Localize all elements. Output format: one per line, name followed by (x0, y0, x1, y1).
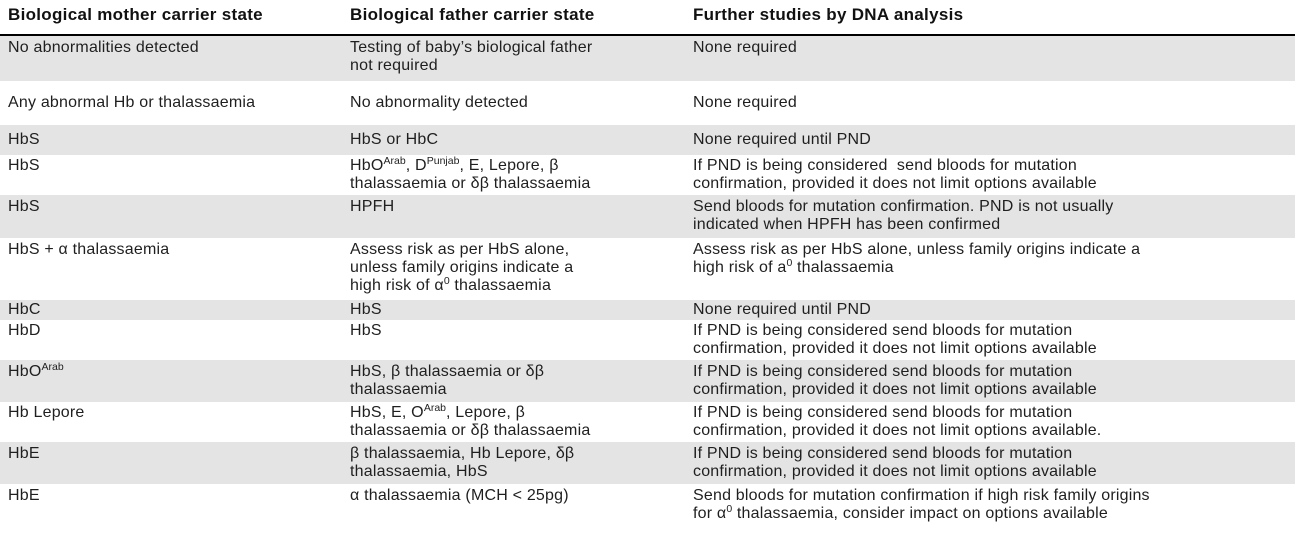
cell-studies: Send bloods for mutation confirmation. PND is not usually indicated when HPFH has been confirmed (693, 198, 1114, 233)
cell-studies: If PND is being considered send bloods for mutation confirmation, provided it does not limit options available (693, 445, 1097, 480)
cell-mother: HbE (8, 487, 40, 504)
superscript-text: 0 (443, 275, 450, 287)
table-row (0, 35, 1295, 81)
cell-father: HbS (350, 322, 382, 339)
column-header-mother-carrier-state: Biological mother carrier state (0, 3, 350, 35)
superscript-text: Arab (423, 402, 447, 414)
cell-mother: HbS (8, 198, 40, 215)
table-row (0, 402, 1295, 442)
table-row (0, 320, 1295, 360)
cell-studies: None required until PND (693, 301, 872, 318)
cell-mother: HbD (8, 322, 41, 339)
table-row (0, 238, 1295, 300)
cell-father: No abnormality detected (350, 94, 529, 111)
table-row (0, 195, 1295, 238)
cell-father: β thalassaemia, Hb Lepore, δβ thalassaemia, HbS (350, 445, 575, 480)
cell-studies: If PND is being considered send bloods for mutation confirmation, provided it does not limit options available (693, 363, 1097, 398)
table-body (0, 35, 1295, 525)
cell-mother: HbE (8, 445, 40, 462)
cell-father: HbS (350, 301, 382, 318)
header-row (0, 3, 1295, 35)
table-row (0, 155, 1295, 195)
table-row (0, 484, 1295, 525)
superscript-text: Arab (41, 361, 64, 373)
cell-mother: No abnormalities detected (8, 39, 199, 56)
cell-father: HbS or HbC (350, 131, 439, 148)
cell-studies: None required (693, 94, 797, 111)
table-row (0, 360, 1295, 402)
cell-father: Testing of baby’s biological father not required (350, 39, 593, 74)
cell-mother: Any abnormal Hb or thalassaemia (8, 94, 256, 111)
cell-studies: If PND is being considered send bloods for mutation confirmation, provided it does not limit options available (693, 322, 1097, 357)
cell-mother: HbS + α thalassaemia (8, 241, 170, 258)
cell-studies: Send bloods for mutation confirmation if high risk family origins for $\alpha^0$ thalassaemia, consider impact on options available (693, 487, 1150, 522)
cell-father: Assess risk as per HbS alone, unless family origins indicate a high risk of $\alpha^0$ thalassaemia (350, 241, 574, 294)
table-row (0, 300, 1295, 320)
carrier-state-table (0, 3, 1295, 525)
superscript-text: Arab (383, 155, 406, 167)
table-row (0, 442, 1295, 484)
cell-mother: HbO$^{Arab}$ (8, 361, 64, 380)
column-header-further-studies: Further studies by DNA analysis (693, 3, 1295, 35)
column-header-father-carrier-state: Biological father carrier state (350, 3, 693, 35)
cell-mother: HbC (8, 301, 41, 318)
cell-mother: HbS (8, 157, 40, 174)
table-header (0, 3, 1295, 35)
superscript-text: 0 (786, 257, 793, 269)
cell-father: HPFH (350, 198, 395, 215)
superscript-text: Punjab (426, 155, 460, 167)
cell-studies: If PND is being considered send bloods for mutation confirmation, provided it does not limit options available. (693, 404, 1102, 439)
cell-mother: Hb Lepore (8, 404, 85, 421)
cell-father: α thalassaemia (MCH < 25pg) (350, 487, 569, 504)
cell-studies: None required until PND (693, 131, 872, 148)
cell-father: HbO$^{Arab}$, $D^{Punjab}$, E, Lepore, β thalassaemia or δβ thalassaemia (350, 155, 591, 192)
cell-studies: Assess risk as per HbS alone, unless family origins indicate a high risk of $a^0$ thalassaemia (693, 241, 1141, 276)
table-row (0, 125, 1295, 155)
cell-studies: If PND is being considered send bloods for mutation confirmation, provided it does not limit options available (693, 157, 1097, 192)
cell-father: HbS, β thalassaemia or δβ thalassaemia (350, 363, 545, 398)
cell-father: HbS, E, $O^{Arab}$, Lepore, β thalassaemia or δβ thalassaemia (350, 402, 591, 439)
cell-studies: None required (693, 39, 797, 56)
superscript-text: 0 (726, 503, 733, 515)
table-row (0, 81, 1295, 125)
cell-mother: HbS (8, 131, 40, 148)
